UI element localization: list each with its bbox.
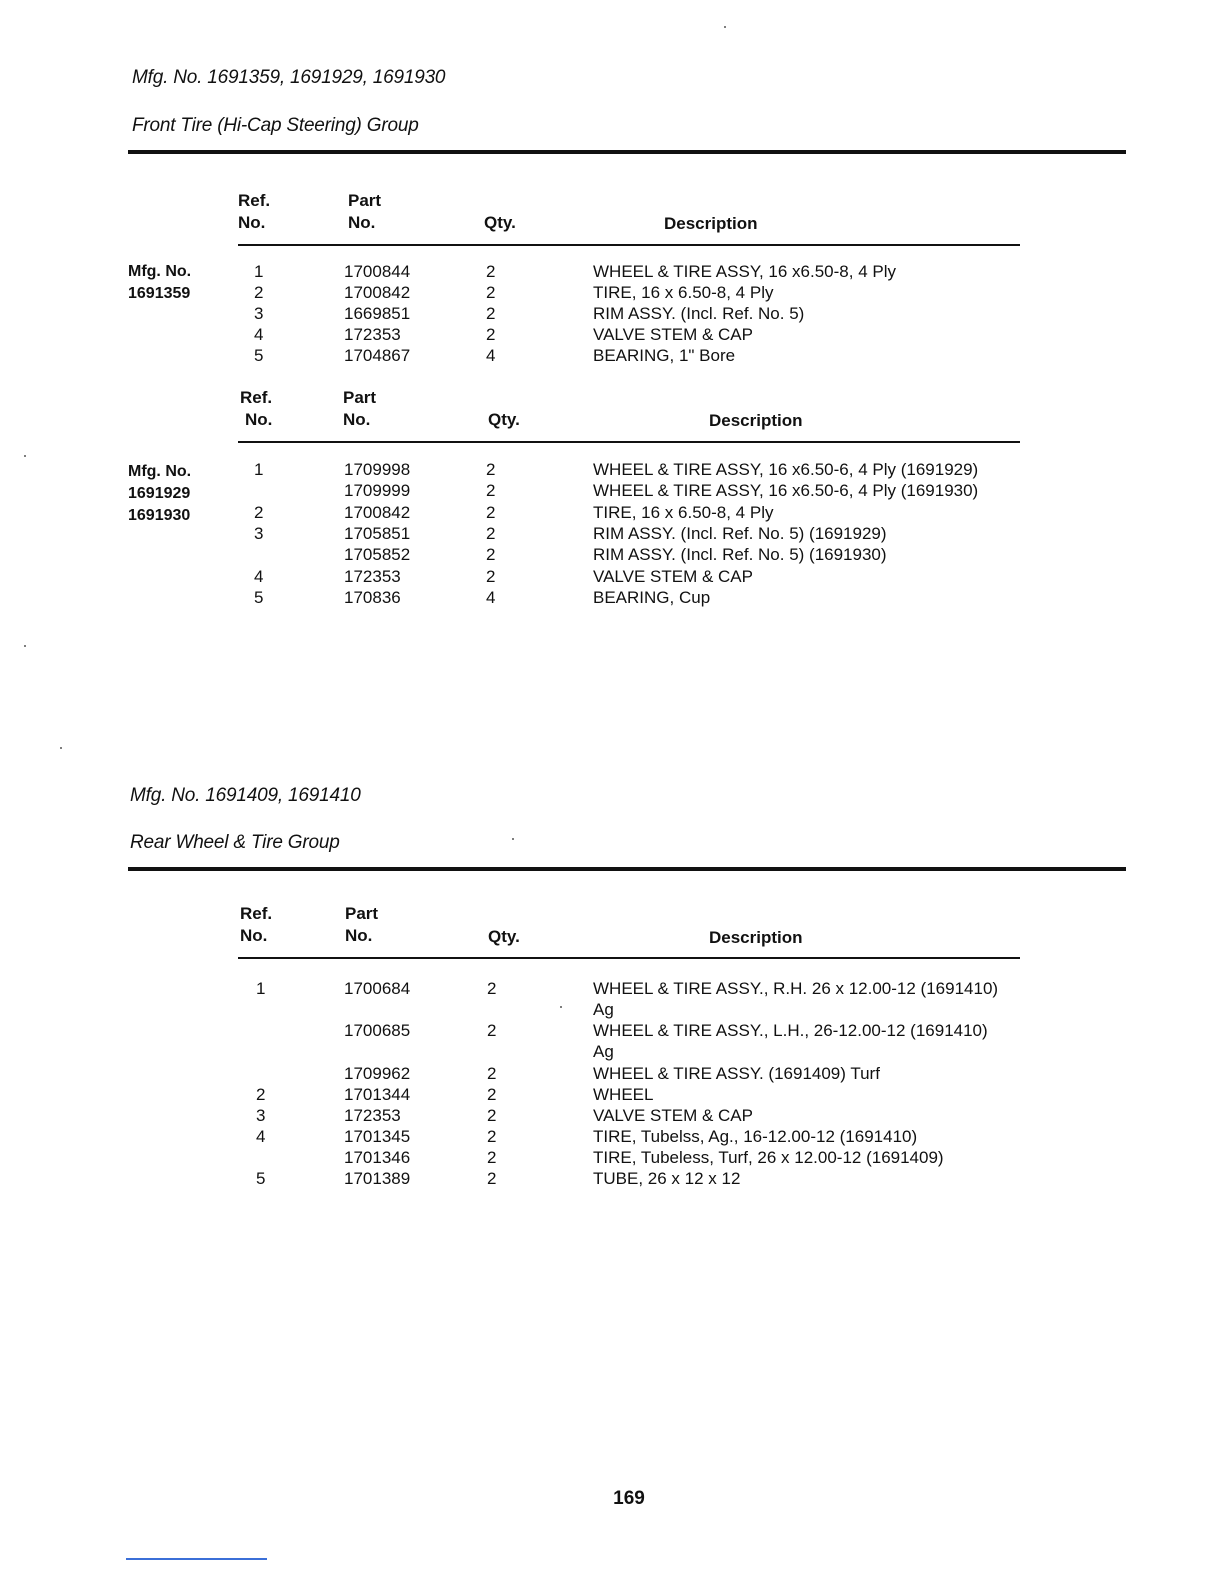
table-row: 1709999 2 WHEEL & TIRE ASSY, 16 x6.50-6, 4 Ply (1691930): [344, 481, 979, 500]
qty-header: Qty.: [484, 213, 516, 232]
section2-rule: [128, 867, 1126, 871]
part-no-header: Part No.: [343, 388, 377, 429]
header-underline: [238, 957, 1020, 959]
page-number: 169: [613, 1488, 645, 1509]
table-row: 1 1700844 2 WHEEL & TIRE ASSY, 16 x6.50-8, 4 Ply: [254, 262, 896, 281]
ref-no-header: Ref. No.: [240, 388, 273, 429]
ref-no-header: Ref. No.: [240, 904, 273, 945]
header-underline: [238, 441, 1020, 443]
table-row: 5 1701389 2 TUBE, 26 x 12 x 12: [256, 1169, 741, 1188]
table-row: 4 172353 2 VALVE STEM & CAP: [254, 567, 753, 586]
scan-speck: [512, 838, 514, 840]
section1-group-heading: Front Tire (Hi-Cap Steering) Group: [132, 115, 419, 136]
section2-group-heading: Rear Wheel & Tire Group: [130, 832, 340, 853]
table-row: 4 172353 2 VALVE STEM & CAP: [254, 325, 753, 344]
scan-speck: [24, 645, 26, 647]
table-row: 5 170836 4 BEARING, Cup: [254, 588, 711, 607]
ref-no-header: Ref. No.: [238, 191, 271, 232]
table-row: 3 172353 2 VALVE STEM & CAP: [256, 1106, 753, 1125]
table-row: 1701346 2 TIRE, Tubeless, Turf, 26 x 12.00-12 (1691409): [344, 1148, 944, 1167]
qty-header: Qty.: [488, 410, 520, 429]
scan-speck: [60, 747, 62, 749]
table-row-continuation: Ag: [593, 1042, 614, 1061]
section1-rule: [128, 150, 1126, 154]
section1-mfg-heading: Mfg. No. 1691359, 1691929, 1691930: [132, 67, 446, 88]
scan-speck: [560, 1006, 562, 1008]
mfg-label: Mfg. No. 1691929 1691930: [128, 463, 192, 524]
table-row: 4 1701345 2 TIRE, Tubelss, Ag., 16-12.00-12 (1691410): [256, 1127, 918, 1146]
table-row: 1705852 2 RIM ASSY. (Incl. Ref. No. 5) (1691930): [344, 545, 887, 564]
description-header: Description: [709, 411, 803, 430]
mfg-label: Mfg. No. 1691359: [128, 263, 192, 302]
table-row: 1 1709998 2 WHEEL & TIRE ASSY, 16 x6.50-6, 4 Ply (1691929): [254, 460, 979, 479]
table-row-continuation: Ag: [593, 1000, 614, 1019]
table-row: 1709962 2 WHEEL & TIRE ASSY. (1691409) Turf: [344, 1064, 880, 1083]
table-row: 1 1700684 2 WHEEL & TIRE ASSY., R.H. 26 x 12.00-12 (1691410): [256, 979, 999, 998]
table-row: 2 1700842 2 TIRE, 16 x 6.50-8, 4 Ply: [254, 283, 774, 302]
table-row: 2 1700842 2 TIRE, 16 x 6.50-8, 4 Ply: [254, 503, 774, 522]
table-row: 3 1669851 2 RIM ASSY. (Incl. Ref. No. 5): [254, 304, 805, 323]
header-underline: [238, 244, 1020, 246]
table-row: 2 1701344 2 WHEEL: [256, 1085, 654, 1104]
description-header: Description: [664, 214, 758, 233]
qty-header: Qty.: [488, 927, 520, 946]
scan-speck: [724, 26, 726, 28]
scan-speck: [24, 455, 26, 457]
part-no-header: Part No.: [348, 191, 382, 232]
footer-link-underline: [126, 1558, 267, 1560]
part-no-header: Part No.: [345, 904, 379, 945]
table-row: 3 1705851 2 RIM ASSY. (Incl. Ref. No. 5) (1691929): [254, 524, 887, 543]
description-header: Description: [709, 928, 803, 947]
table-row: 1700685 2 WHEEL & TIRE ASSY., L.H., 26-12.00-12 (1691410): [344, 1021, 988, 1040]
table-row: 5 1704867 4 BEARING, 1" Bore: [254, 346, 736, 365]
section2-mfg-heading: Mfg. No. 1691409, 1691410: [130, 785, 361, 806]
